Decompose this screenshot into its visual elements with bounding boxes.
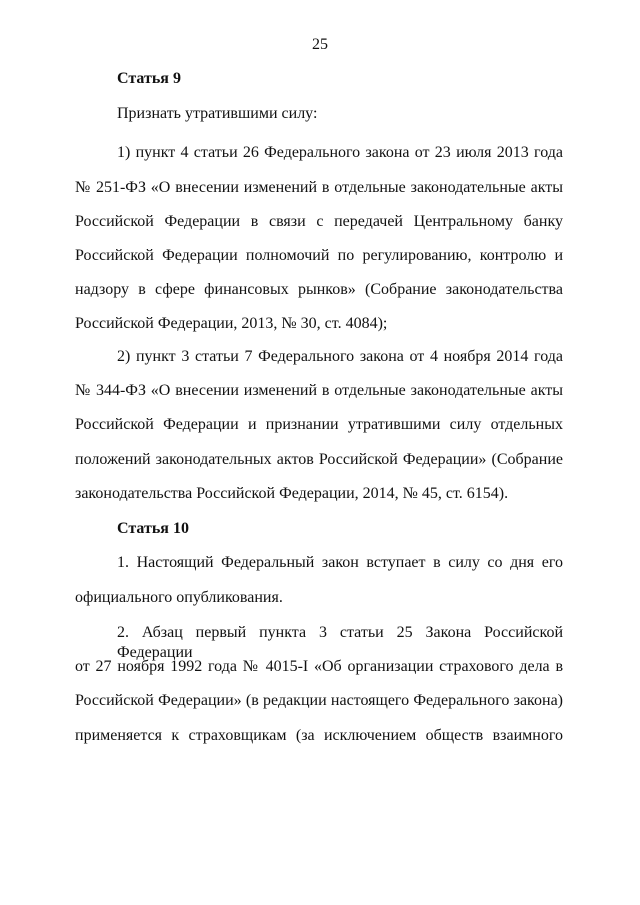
page-number: 25: [312, 36, 328, 53]
article-9-item2-line: Российской Федерации и признании утратившими силу отдельных: [75, 416, 563, 433]
article-10-part2-line: 2. Абзац первый пункта 3 статьи 25 Закона Российской Федерации: [117, 624, 563, 661]
article-9-heading: Статья 9: [117, 70, 181, 87]
article-10-heading: Статья 10: [117, 520, 189, 537]
article-9-item2-line: законодательства Российской Федерации, 2014, № 45, ст. 6154).: [75, 485, 509, 502]
article-9-item1-line: Российской Федерации полномочий по регулированию, контролю и: [75, 247, 563, 264]
article-10-part2-line: Российской Федерации» (в редакции настоящего Федерального закона): [75, 692, 563, 709]
article-9-item2-line: положений законодательных актов Российской Федерации» (Собрание: [75, 451, 563, 468]
article-10-part1-line: официального опубликования.: [75, 589, 283, 606]
article-9-item1-line: надзору в сфере финансовых рынков» (Собрание законодательства: [75, 281, 563, 298]
article-10-part2-line: применяется к страховщикам (за исключением обществ взаимного: [75, 727, 563, 744]
article-9-item1-line: Российской Федерации, 2013, № 30, ст. 4084);: [75, 315, 388, 332]
article-9-item1-line: Российской Федерации в связи с передачей Центральному банку: [75, 213, 563, 230]
article-9-item2-line: 2) пункт 3 статьи 7 Федерального закона от 4 ноября 2014 года: [117, 348, 563, 365]
article-9-item1-line: № 251-ФЗ «О внесении изменений в отдельные законодательные акты: [75, 179, 563, 196]
article-9-item1-line: 1) пункт 4 статьи 26 Федерального закона от 23 июля 2013 года: [117, 144, 563, 161]
article-10-part1-line: 1. Настоящий Федеральный закон вступает в силу со дня его: [117, 554, 563, 571]
article-9-item2-line: № 344-ФЗ «О внесении изменений в отдельные законодательные акты: [75, 382, 563, 399]
article-10-part2-line: от 27 ноября 1992 года № 4015-I «Об организации страхового дела в: [75, 658, 563, 675]
article-9-intro: Признать утратившими силу:: [117, 105, 318, 122]
